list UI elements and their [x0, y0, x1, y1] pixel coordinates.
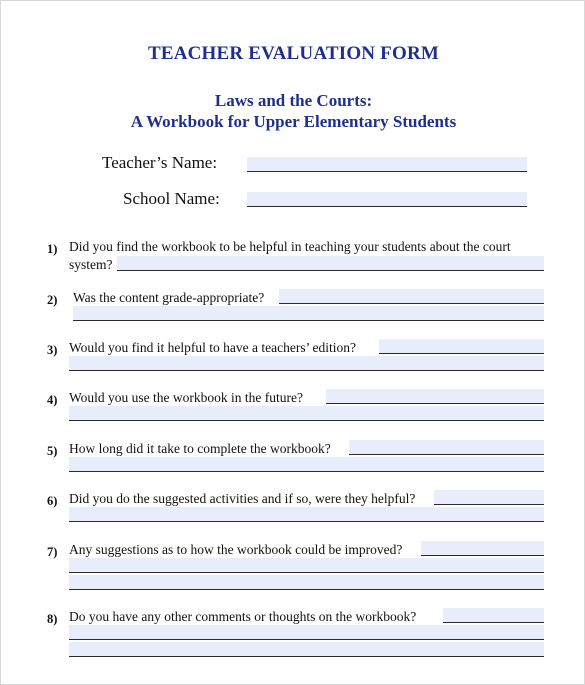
question-text-4: Would you use the workbook in the future? — [69, 390, 303, 405]
question-number-5: 5) — [47, 444, 58, 458]
form-title: TEACHER EVALUATION FORM — [147, 43, 440, 64]
answer-field-8c[interactable] — [69, 642, 544, 657]
question-number-2: 2) — [47, 293, 58, 307]
question-number-8: 8) — [47, 612, 58, 626]
school-name-label: School Name: — [123, 189, 220, 208]
answer-field-6a[interactable] — [434, 490, 544, 505]
answer-field-2a[interactable] — [279, 289, 544, 304]
answer-field-3a[interactable] — [379, 339, 544, 354]
answer-field-3b[interactable] — [69, 356, 544, 371]
answer-field-5b[interactable] — [69, 457, 544, 472]
question-text-6: Did you do the suggested activities and if so, were they helpful? — [69, 491, 416, 506]
question-number-4: 4) — [47, 393, 58, 407]
answer-field-7b[interactable] — [69, 558, 544, 573]
answer-field-8b[interactable] — [69, 625, 544, 640]
answer-field-4b[interactable] — [69, 406, 544, 421]
answer-field-7a[interactable] — [421, 541, 544, 556]
question-number-7: 7) — [47, 545, 58, 559]
teacher-name-label: Teacher’s Name: — [102, 153, 218, 172]
question-text-8: Do you have any other comments or thoughts on the workbook? — [69, 609, 417, 624]
question-text-1-line2: system? — [69, 257, 113, 272]
question-text-7: Any suggestions as to how the workbook could be improved? — [69, 542, 403, 557]
teacher-name-field[interactable] — [247, 157, 527, 172]
question-text-1-line1: Did you find the workbook to be helpful in teaching your students about the court — [69, 239, 511, 254]
form-subtitle-line2: A Workbook for Upper Elementary Students — [130, 112, 457, 131]
school-name-field[interactable] — [247, 192, 527, 207]
question-number-6: 6) — [47, 494, 58, 508]
answer-field-6b[interactable] — [69, 507, 544, 522]
answer-field-5a[interactable] — [349, 440, 544, 455]
form-subtitle-line1: Laws and the Courts: — [214, 91, 373, 110]
question-text-3: Would you find it helpful to have a teachers’ edition? — [69, 340, 356, 355]
question-text-5: How long did it take to complete the workbook? — [69, 441, 331, 456]
question-text-2: Was the content grade-appropriate? — [73, 290, 265, 305]
answer-field-4a[interactable] — [326, 389, 544, 404]
answer-field-8a[interactable] — [443, 608, 544, 623]
question-number-3: 3) — [47, 343, 58, 357]
answer-field-7c[interactable] — [69, 575, 544, 590]
answer-field-1[interactable] — [117, 256, 544, 271]
question-number-1: 1) — [47, 242, 58, 256]
answer-field-2b[interactable] — [73, 306, 544, 321]
